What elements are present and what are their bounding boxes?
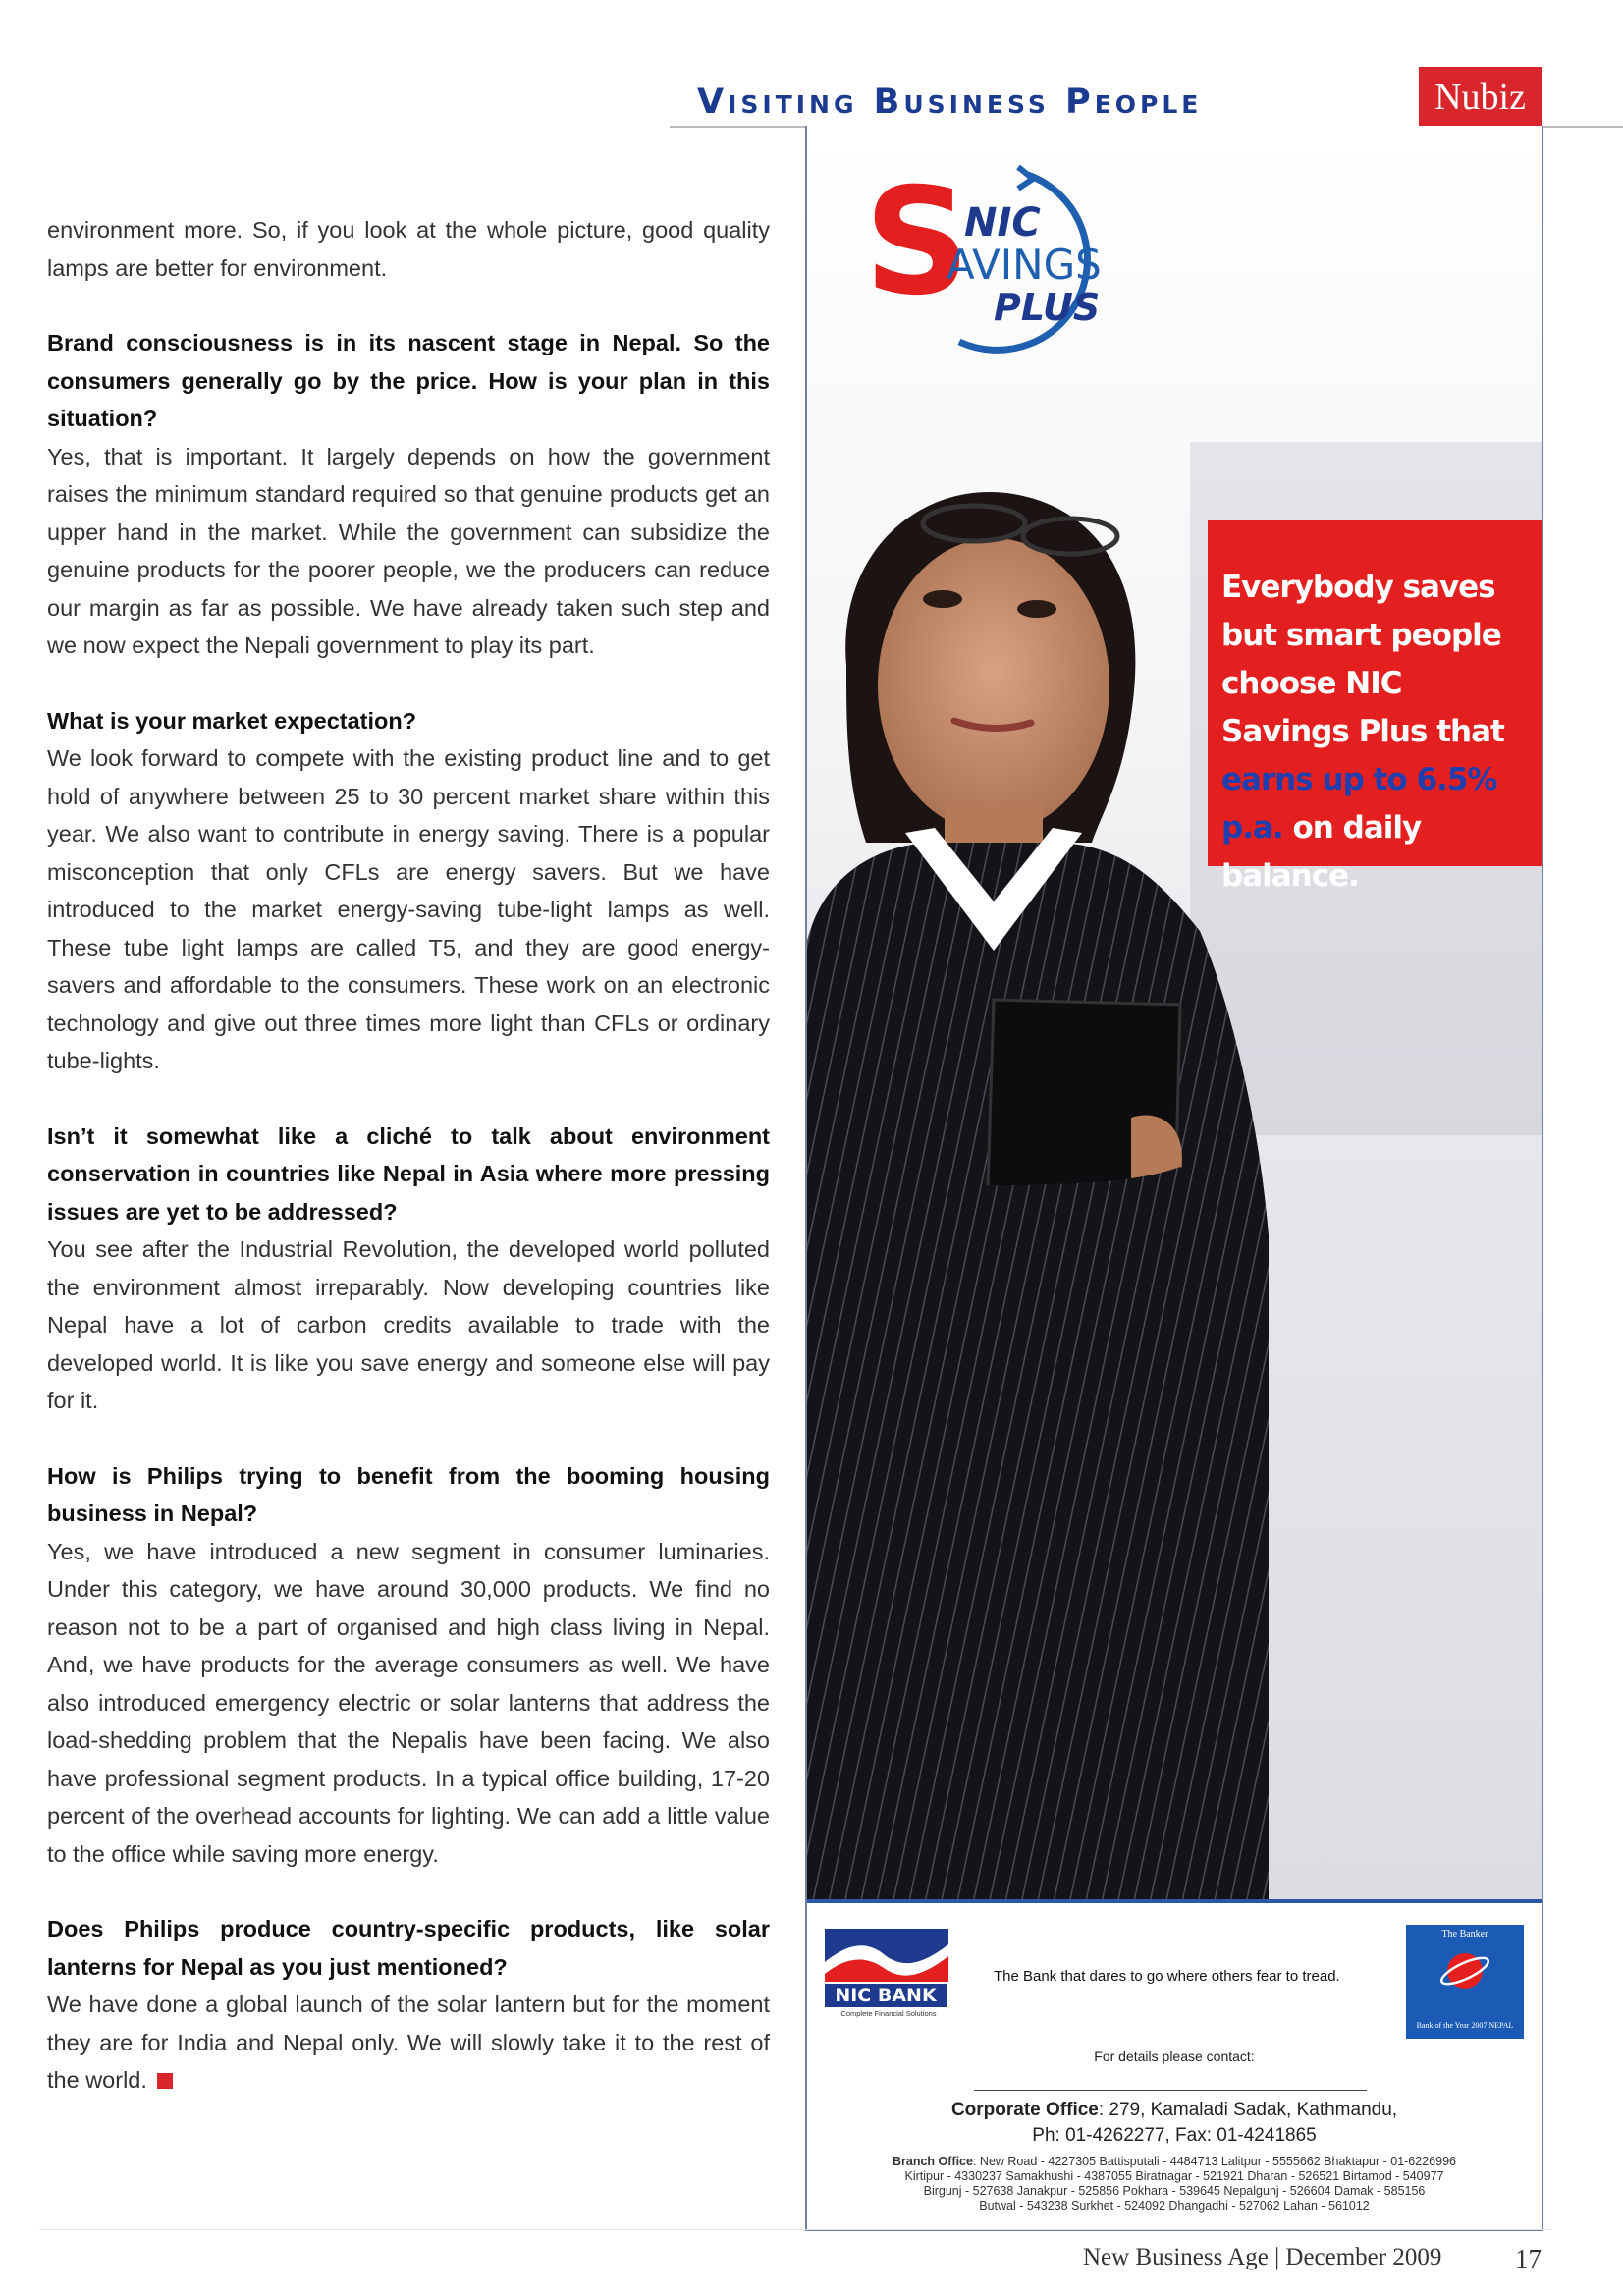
globe-trophy-icon — [1435, 1943, 1494, 1995]
section-title: Visiting Business People — [697, 82, 1203, 122]
branch-line-3: Birgunj - 527638 Janakpur - 525856 Pokhara - 539645 Nepalgunj - 526604 Damak - 585156 — [923, 2184, 1426, 2198]
corporate-office-label: Corporate Office — [950, 2100, 1099, 2120]
corporate-phone-fax: Ph: 01-4262277, Fax: 01-4241865 — [1032, 2125, 1317, 2146]
branch-line-1 — [827, 2155, 1522, 2169]
ad-headline-part2: on daily balance. — [1221, 810, 1422, 894]
question-3: Isn’t it somewhat like a cliché to talk about environment conservation in countries like Nepal in Asia where more pressing issues are yet to be addressed? — [47, 1122, 770, 1225]
face — [878, 538, 1109, 833]
branch-line-4: Butwal - 543238 Surkhet - 524092 Dhangadhi - 527062 Lahan - 561012 — [979, 2199, 1370, 2213]
right-eye — [1017, 600, 1056, 618]
answer-5 — [47, 1986, 770, 2100]
ad-headline-box — [1208, 520, 1542, 894]
question-5: Does Philips produce country-specific products, like solar lanterns for Nepal as you just mentioned? — [47, 1916, 770, 1980]
logo-plus: PLUS — [994, 286, 1101, 329]
folded-arm — [866, 1167, 1227, 1348]
logo-swoosh-tip — [1018, 167, 1033, 189]
bank-subtitle: Complete Financial Solutions — [840, 2009, 937, 2018]
contact-divider — [974, 2090, 1367, 2091]
page-number: 17 — [1515, 2244, 1542, 2273]
publication-info: New Business Age | December 2009 — [1083, 2244, 1442, 2270]
answer-5-text: We have done a global launch of the solar lantern but for the moment they are for India and Nepal only. We will slowly take it to the rest of the world. — [47, 1992, 770, 2093]
branch-line-1-text: : New Road - 4227305 Battisputali - 4484713 Lalitpur - 5555662 Bhaktapur - 01-6226996 — [972, 2155, 1456, 2168]
section-badge: Nubiz — [1419, 67, 1542, 128]
logo-avings: AVINGS — [947, 241, 1102, 289]
answer-2: We look forward to compete with the existing product line and to get hold of anywhere between 25 to 30 percent market share within this year. We also want to contribute in energy saving. There is a popular misconception that only CFLs are energy savers. But we have introduced to the market energy-saving tube-light lamps as well. These tube light lamps are called T5, and they are good energy-savers and affordable to the consumers. These work on an electronic technology and give out three times more light than CFLs or ordinary tube-lights. — [47, 745, 770, 1073]
award-caption: Bank of the Year 2007 NEPAL — [1416, 2021, 1514, 2030]
award-title: The Banker — [1441, 1929, 1488, 1940]
article-column — [47, 211, 770, 2100]
corporate-office — [807, 2100, 1542, 2121]
nic-savings-plus-logo — [856, 145, 1151, 381]
bank-tagline: The Bank that dares to go where others fear to tread. — [994, 1968, 1340, 1985]
ad-footer — [807, 1903, 1542, 2229]
branch-offices — [827, 2155, 1522, 2214]
left-eye — [923, 590, 962, 608]
question-4: How is Philips trying to benefit from the booming housing business in Nepal? — [47, 1462, 770, 1526]
answer-3: You see after the Industrial Revolution, the developed world polluted the environment almost irreparably. Now developing countries like Nepal have a lot of carbon credits available to trade with the developed world. It is like you save energy and someone else will pay for it. — [47, 1236, 770, 1413]
bank-name: NIC BANK — [825, 1984, 947, 2007]
ad-headline-highlight: earns up to 6.5% p.a. — [1221, 762, 1497, 846]
logo-nic: NIC — [964, 200, 1041, 246]
logo-letter-s: S — [864, 157, 971, 328]
end-of-article-mark — [157, 2073, 173, 2089]
corporate-office-address: : 279, Kamaladi Sadak, Kathmandu, — [1098, 2100, 1398, 2120]
contact-prompt: For details please contact: — [1094, 2049, 1255, 2064]
answer-4: Yes, we have introduced a new segment in consumer luminaries. Under this category, we have around 30,000 products. We find no reason not to be a part of organised and high class living in Nepal. And, we have products for the average consumers as well. We have also introduced emergency electric or solar lanterns that address the load-shedding problem that the Nepalis have been facing. We also have professional segment products. In a typical office building, 17-20 percent of the overhead accounts for lighting. We can add a little value to the office while saving more energy. — [47, 1538, 770, 1867]
footer-divider — [39, 2229, 1551, 2230]
branch-office-label: Branch Office — [893, 2155, 973, 2168]
question-2: What is your market expectation? — [47, 707, 417, 734]
award-badge — [1406, 1925, 1524, 2039]
article-intro: environment more. So, if you look at the whole picture, good quality lamps are better for environment. — [47, 217, 770, 281]
question-1: Brand consciousness is in its nascent stage in Nepal. So the consumers generally go by the price. How is your plan in this situation? — [47, 330, 770, 431]
ad-headline-part1: Everybody saves but smart people choose NIC Savings Plus that — [1221, 570, 1504, 749]
nic-savings-plus-advertisement — [805, 126, 1543, 2231]
branch-line-2: Kirtipur - 4330237 Samakhushi - 4387055 Biratnagar - 521921 Dharan - 526521 Birtamod - 540977 — [904, 2169, 1444, 2183]
answer-1: Yes, that is important. It largely depends on how the government raises the minimum standard required so that genuine products get an upper hand in the market. While the government can subsidize the genuine products for the poorer people, we the producers can reduce our margin as far as possible. We have already taken such step and we now expect the Nepali government to play its part. — [47, 443, 770, 658]
